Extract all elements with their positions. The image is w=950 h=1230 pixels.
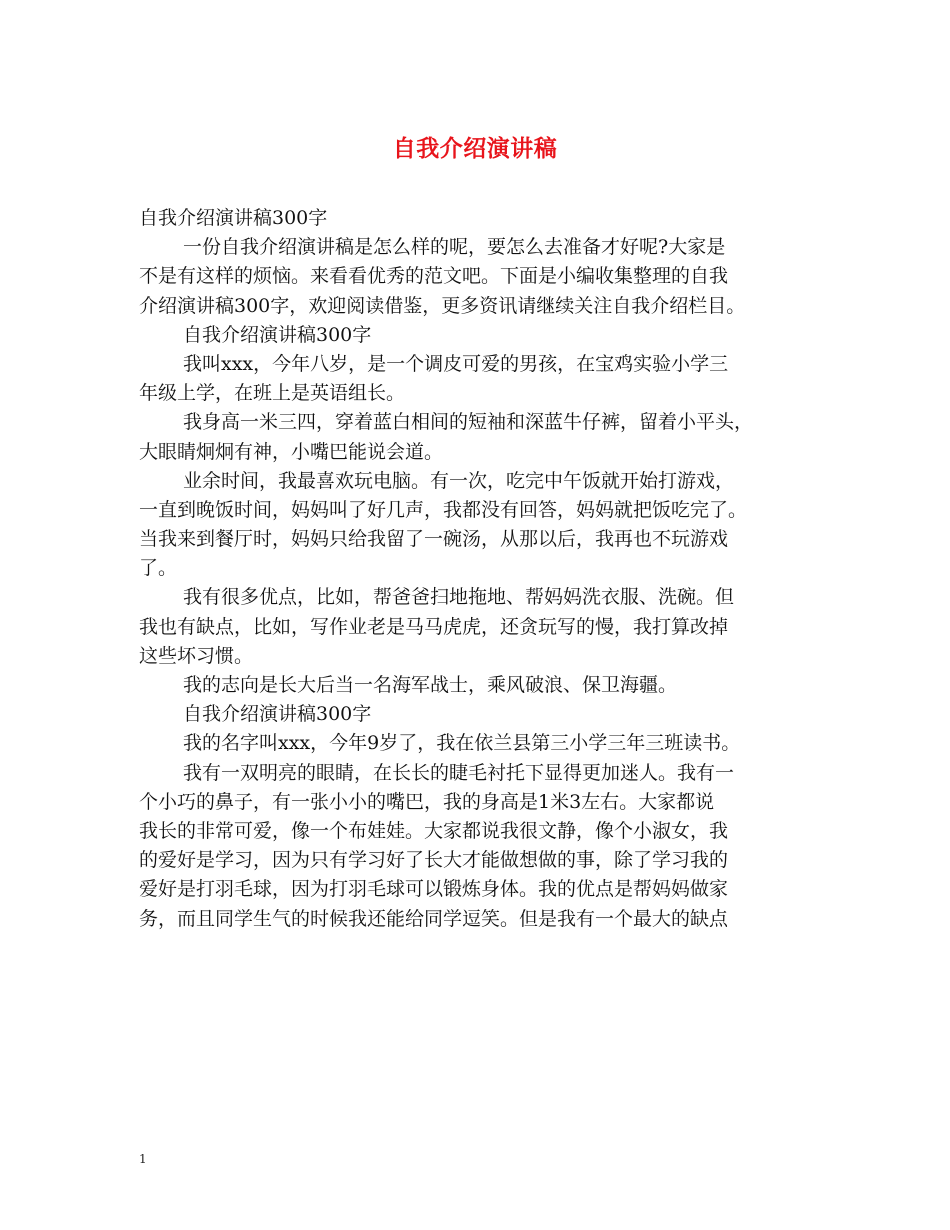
- text-line: 自我介绍演讲稿300字: [139, 207, 328, 229]
- text-line: 一直到晚饭时间，妈妈叫了好几声，我都没有回答，妈妈就把饭吃完了。: [139, 498, 748, 521]
- text-line: 务，而且同学生气的时候我还能给同学逗笑。但是我有一个最大的缺点: [139, 907, 729, 930]
- text-line: 我的名字叫xxx，今年9岁了，我在依兰县第三小学三年三班读书。: [183, 732, 741, 755]
- text-line: 我长的非常可爱，像一个布娃娃。大家都说我很文静，像个小淑女，我: [139, 819, 729, 842]
- text-line: 我身高一米三四，穿着蓝白相间的短袖和深蓝牛仔裤，留着小平头，: [183, 411, 754, 434]
- text-line: 我叫xxx，今年八岁，是一个调皮可爱的男孩，在宝鸡实验小学三: [183, 352, 729, 375]
- document-title: 自我介绍演讲稿: [392, 135, 558, 162]
- page-number: 1: [139, 1152, 147, 1166]
- text-line: 这些坏习惯。: [139, 644, 254, 667]
- text-line: 我有一双明亮的眼睛，在长长的睫毛衬托下显得更加迷人。我有一: [183, 761, 735, 784]
- text-line: 我也有缺点，比如，写作业老是马马虎虎，还贪玩写的慢，我打算改掉: [139, 615, 729, 638]
- text-line: 自我介绍演讲稿300字: [183, 703, 372, 726]
- text-line: 大眼睛炯炯有神，小嘴巴能说会道。: [139, 440, 444, 463]
- text-line: 个小巧的鼻子，有一张小小的嘴巴，我的身高是1米3左右。大家都说: [139, 790, 715, 813]
- document-body: [139, 204, 829, 934]
- text-line: 业余时间，我最喜欢玩电脑。有一次，吃完中午饭就开始打游戏，: [183, 469, 735, 492]
- text-line: 自我介绍演讲稿300字: [183, 323, 372, 346]
- text-line: 爱好是打羽毛球，因为打羽毛球可以锻炼身体。我的优点是帮妈妈做家: [139, 878, 729, 901]
- text-line: 当我来到餐厅时，妈妈只给我留了一碗汤，从那以后，我再也不玩游戏: [139, 528, 729, 551]
- text-line: 我的志向是长大后当一名海军战士，乘风破浪、保卫海疆。: [183, 674, 678, 696]
- text-line: 的爱好是学习，因为只有学习好了长大才能做想做的事，除了学习我的: [139, 849, 729, 872]
- text-line: 年级上学，在班上是英语组长。: [139, 382, 406, 405]
- text-line: 不是有这样的烦恼。来看看优秀的范文吧。下面是小编收集整理的自我: [139, 265, 729, 288]
- text-line: 我有很多优点，比如，帮爸爸扫地拖地、帮妈妈洗衣服、洗碗。但: [183, 586, 735, 609]
- text-line: 一份自我介绍演讲稿是怎么样的呢，要怎么去准备才好呢?大家是: [183, 236, 726, 259]
- text-line: 介绍演讲稿300字，欢迎阅读借鉴，更多资讯请继续关注自我介绍栏目。: [139, 294, 746, 317]
- text-line: 了。: [139, 557, 178, 580]
